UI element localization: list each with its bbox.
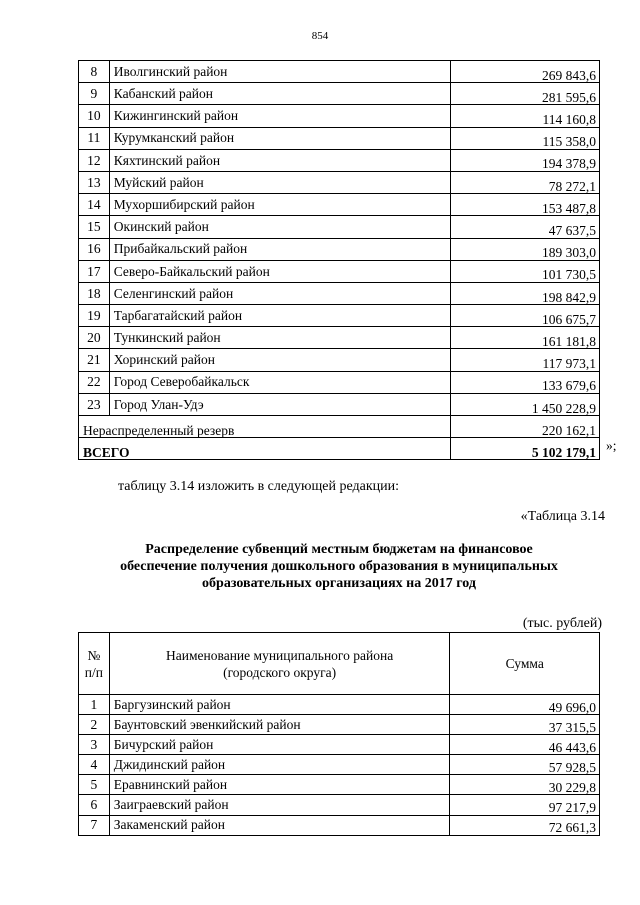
table-row <box>79 260 600 282</box>
row-number: 21 <box>79 349 110 371</box>
row-number: 2 <box>79 715 110 735</box>
row-number: 15 <box>79 216 110 238</box>
amount: 30 229,8 <box>450 775 600 795</box>
amount: 57 928,5 <box>450 755 600 775</box>
header-name <box>109 633 450 695</box>
district-name: Еравнинский район <box>109 775 450 795</box>
district-name: Тункинский район <box>109 327 450 349</box>
header-sum: Сумма <box>450 633 600 695</box>
row-number: 4 <box>79 755 110 775</box>
amount: 78 272,1 <box>450 171 599 193</box>
amount: 49 696,0 <box>450 695 600 715</box>
amount: 72 661,3 <box>450 815 600 835</box>
district-name: Окинский район <box>109 216 450 238</box>
row-number: 11 <box>79 127 110 149</box>
table-row <box>79 83 600 105</box>
allocation-table-2017 <box>78 632 600 836</box>
amount: 189 303,0 <box>450 238 599 260</box>
amount: 269 843,6 <box>450 61 599 83</box>
table-row <box>79 795 600 815</box>
units-label: (тыс. рублей) <box>522 616 602 631</box>
table-row <box>79 238 600 260</box>
header-number-line: п/п <box>84 664 103 680</box>
amount: 46 443,6 <box>450 735 600 755</box>
table-header-row <box>79 633 600 695</box>
row-number: 22 <box>79 371 110 393</box>
amount: 101 730,5 <box>450 260 599 282</box>
row-number: 18 <box>79 282 110 304</box>
amount: 115 358,0 <box>450 127 599 149</box>
district-name: Тарбагатайский район <box>109 305 450 327</box>
row-number: 20 <box>79 327 110 349</box>
table-row <box>79 194 600 216</box>
total-label: ВСЕГО <box>79 438 451 460</box>
row-number: 14 <box>79 194 110 216</box>
district-name: Бичурский район <box>109 735 450 755</box>
district-name: Баунтовский эвенкийский район <box>109 715 450 735</box>
row-number: 7 <box>79 815 110 835</box>
district-name: Город Улан-Удэ <box>109 393 450 415</box>
table-row <box>79 127 600 149</box>
table-row <box>79 755 600 775</box>
table-row <box>79 695 600 715</box>
table-row <box>79 393 600 415</box>
heading-line: обеспечение получения дошкольного образования в муниципальных <box>120 559 558 574</box>
closing-quote-mark: »; <box>606 438 617 453</box>
row-number: 6 <box>79 795 110 815</box>
amendment-instruction: таблицу 3.14 изложить в следующей редакции: <box>118 479 400 494</box>
amount: 194 378,9 <box>450 149 599 171</box>
table-row <box>79 775 600 795</box>
district-name: Муйский район <box>109 171 450 193</box>
row-number: 23 <box>79 393 110 415</box>
header-number <box>79 633 110 695</box>
amount: 153 487,8 <box>450 194 599 216</box>
district-name: Закаменский район <box>109 815 450 835</box>
row-number: 10 <box>79 105 110 127</box>
total-row <box>79 438 600 460</box>
table-heading <box>78 541 600 592</box>
table-row <box>79 61 600 83</box>
amount: 97 217,9 <box>450 795 600 815</box>
row-number: 8 <box>79 61 110 83</box>
district-name: Хоринский район <box>109 349 450 371</box>
table-row <box>79 282 600 304</box>
district-name: Мухоршибирский район <box>109 194 450 216</box>
district-name: Джидинский район <box>109 755 450 775</box>
reserve-label: Нераспределенный резерв <box>79 416 451 438</box>
page-number: 854 <box>311 30 329 42</box>
amount: 47 637,5 <box>450 216 599 238</box>
district-name: Иволгинский район <box>109 61 450 83</box>
district-name: Кижингинский район <box>109 105 450 127</box>
district-name: Прибайкальский район <box>109 238 450 260</box>
district-name: Баргузинский район <box>109 695 450 715</box>
amount: 37 315,5 <box>450 715 600 735</box>
amount: 281 595,6 <box>450 83 599 105</box>
table-caption: «Таблица 3.14 <box>520 509 605 524</box>
table-row <box>79 735 600 755</box>
amount: 161 181,8 <box>450 327 599 349</box>
row-number: 3 <box>79 735 110 755</box>
row-number: 16 <box>79 238 110 260</box>
amount: 133 679,6 <box>450 371 599 393</box>
table-row <box>79 305 600 327</box>
header-name-line: (городского округа) <box>223 664 337 680</box>
table-row <box>79 105 600 127</box>
table-row <box>79 371 600 393</box>
row-number: 12 <box>79 149 110 171</box>
row-number: 1 <box>79 695 110 715</box>
row-number: 19 <box>79 305 110 327</box>
row-number: 17 <box>79 260 110 282</box>
table-row <box>79 171 600 193</box>
row-number: 9 <box>79 83 110 105</box>
table-row <box>79 815 600 835</box>
amount: 198 842,9 <box>450 282 599 304</box>
district-name: Селенгинский район <box>109 282 450 304</box>
district-name: Северо-Байкальский район <box>109 260 450 282</box>
row-number: 5 <box>79 775 110 795</box>
header-number-line: № <box>87 647 101 663</box>
allocation-table-continued <box>78 60 600 460</box>
district-name: Кяхтинский район <box>109 149 450 171</box>
total-amount: 5 102 179,1 <box>450 438 599 460</box>
amount: 1 450 228,9 <box>450 393 599 415</box>
amount: 114 160,8 <box>450 105 599 127</box>
header-name-line: Наименование муниципального района <box>166 647 394 663</box>
amount: 117 973,1 <box>450 349 599 371</box>
table-row <box>79 715 600 735</box>
table-row <box>79 349 600 371</box>
amount: 106 675,7 <box>450 305 599 327</box>
district-name: Курумканский район <box>109 127 450 149</box>
district-name: Заиграевский район <box>109 795 450 815</box>
heading-line: Распределение субвенций местным бюджетам на финансовое <box>145 542 533 557</box>
district-name: Кабанский район <box>109 83 450 105</box>
row-number: 13 <box>79 171 110 193</box>
district-name: Город Северобайкальск <box>109 371 450 393</box>
table-row <box>79 216 600 238</box>
table-row <box>79 327 600 349</box>
reserve-amount: 220 162,1 <box>450 416 599 438</box>
reserve-row <box>79 416 600 438</box>
table-row <box>79 149 600 171</box>
heading-line: образовательных организациях на 2017 год <box>202 576 476 591</box>
